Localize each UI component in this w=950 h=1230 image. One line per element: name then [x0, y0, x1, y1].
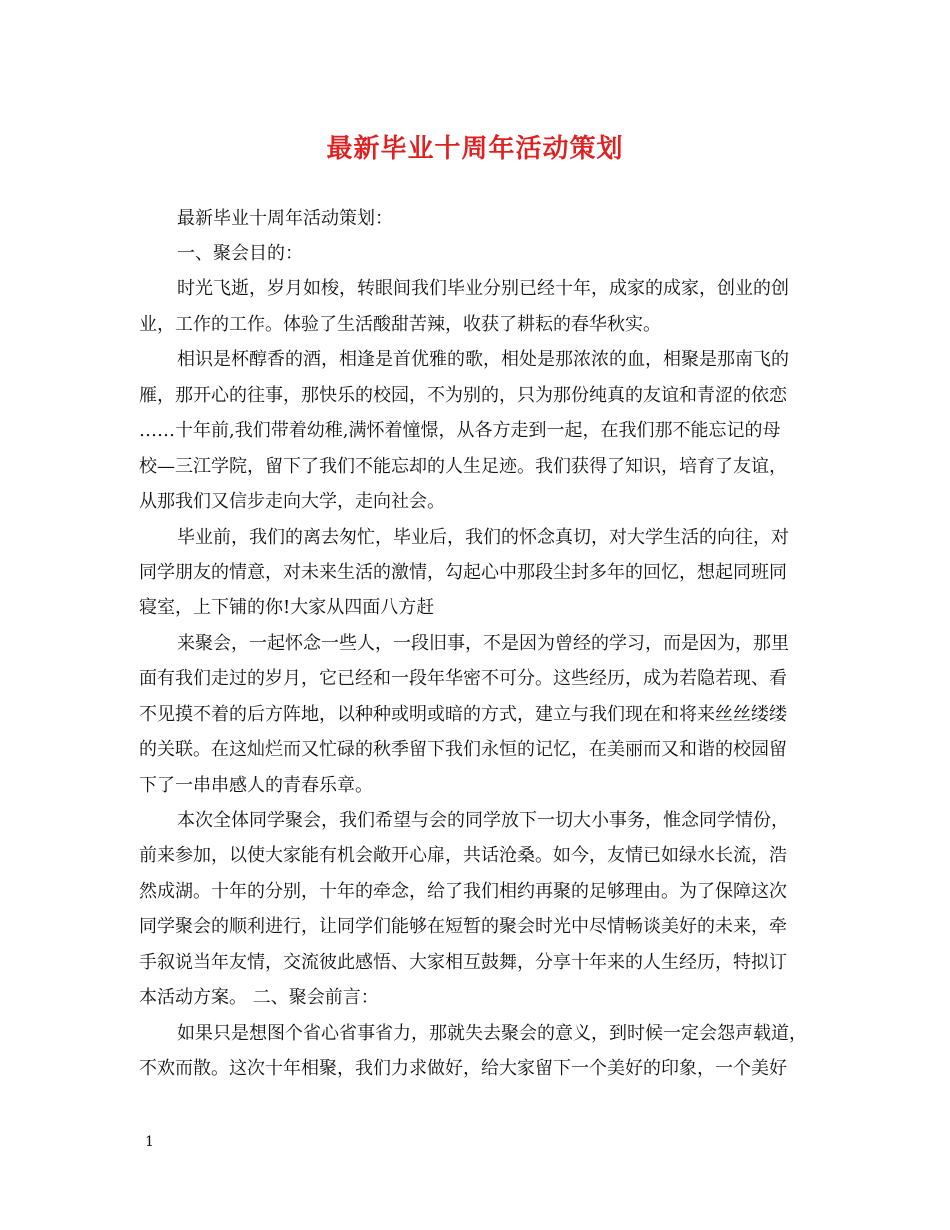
body-line: 从那我们又信步走向大学，走向社会。	[139, 491, 445, 512]
body-line: 的关联。在这灿烂而又忙碌的秋季留下我们永恒的记忆，在美丽而又和谐的校园留	[139, 739, 787, 760]
body-line: 同学聚会的顺利进行，让同学们能够在短暂的聚会时光中尽情畅谈美好的未来，牵	[139, 916, 787, 937]
body-line: 面有我们走过的岁月，它已经和一段年华密不可分。这些经历，成为若隐若现、看	[139, 668, 787, 689]
body-line: 本活动方案。 二、聚会前言：	[139, 987, 379, 1008]
body-line: 时光飞逝，岁月如梭，转眼间我们毕业分别已经十年，成家的成家，创业的创	[177, 278, 789, 299]
page-number: 1	[145, 1134, 154, 1150]
body-line: 前来参加，以使大家能有机会敞开心扉，共话沧桑。如今，友情已如绿水长流，浩	[139, 845, 787, 866]
body-line: 来聚会，一起怀念一些人，一段旧事，不是因为曾经的学习，而是因为，那里	[177, 633, 789, 654]
body-line: 不欢而散。这次十年相聚，我们力求做好，给大家留下一个美好的印象，一个美好	[139, 1058, 787, 1079]
body-line: ……十年前,我们带着幼稚,满怀着憧憬，从各方走到一起，在我们那不能忘记的母	[139, 420, 781, 441]
body-line: 毕业前，我们的离去匆忙，毕业后，我们的怀念真切，对大学生活的向往，对	[177, 527, 789, 548]
body-line: 手叙说当年友情，交流彼此感悟、大家相互鼓舞，分享十年来的人生经历，特拟订	[139, 952, 787, 973]
body-line: 最新毕业十周年活动策划：	[177, 208, 393, 229]
body-line: 相识是杯醇香的酒，相逢是首优雅的歌，相处是那浓浓的血，相聚是那南飞的	[177, 349, 789, 370]
body-line: 不见摸不着的后方阵地，以种种或明或暗的方式，建立与我们现在和将来丝丝缕缕	[139, 704, 787, 725]
body-line: 本次全体同学聚会，我们希望与会的同学放下一切大小事务，惟念同学情份，	[177, 810, 789, 831]
body-line: 校—三江学院，留下了我们不能忘却的人生足迹。我们获得了知识，培育了友谊，	[139, 456, 787, 477]
body-line: 然成湖。十年的分别，十年的牵念，给了我们相约再聚的足够理由。为了保障这次	[139, 881, 787, 902]
body-line: 寝室，上下铺的你!大家从四面八方赶	[139, 597, 435, 618]
document-title: 最新毕业十周年活动策划	[326, 134, 624, 164]
body-line: 一、聚会目的：	[177, 243, 303, 264]
body-line: 如果只是想图个省心省事省力，那就失去聚会的意义，到时候一定会怨声载道，	[177, 1023, 807, 1044]
body-line: 业，工作的工作。体验了生活酸甜苦辣，收获了耕耘的春华秋实。	[139, 314, 661, 335]
body-line: 下了一串串感人的青春乐章。	[139, 775, 373, 796]
body-line: 雁，那开心的往事，那快乐的校园，不为别的，只为那份纯真的友谊和青涩的依恋	[139, 385, 787, 406]
body-line: 同学朋友的情意，对未来生活的激情，勾起心中那段尘封多年的回忆，想起同班同	[139, 562, 787, 583]
